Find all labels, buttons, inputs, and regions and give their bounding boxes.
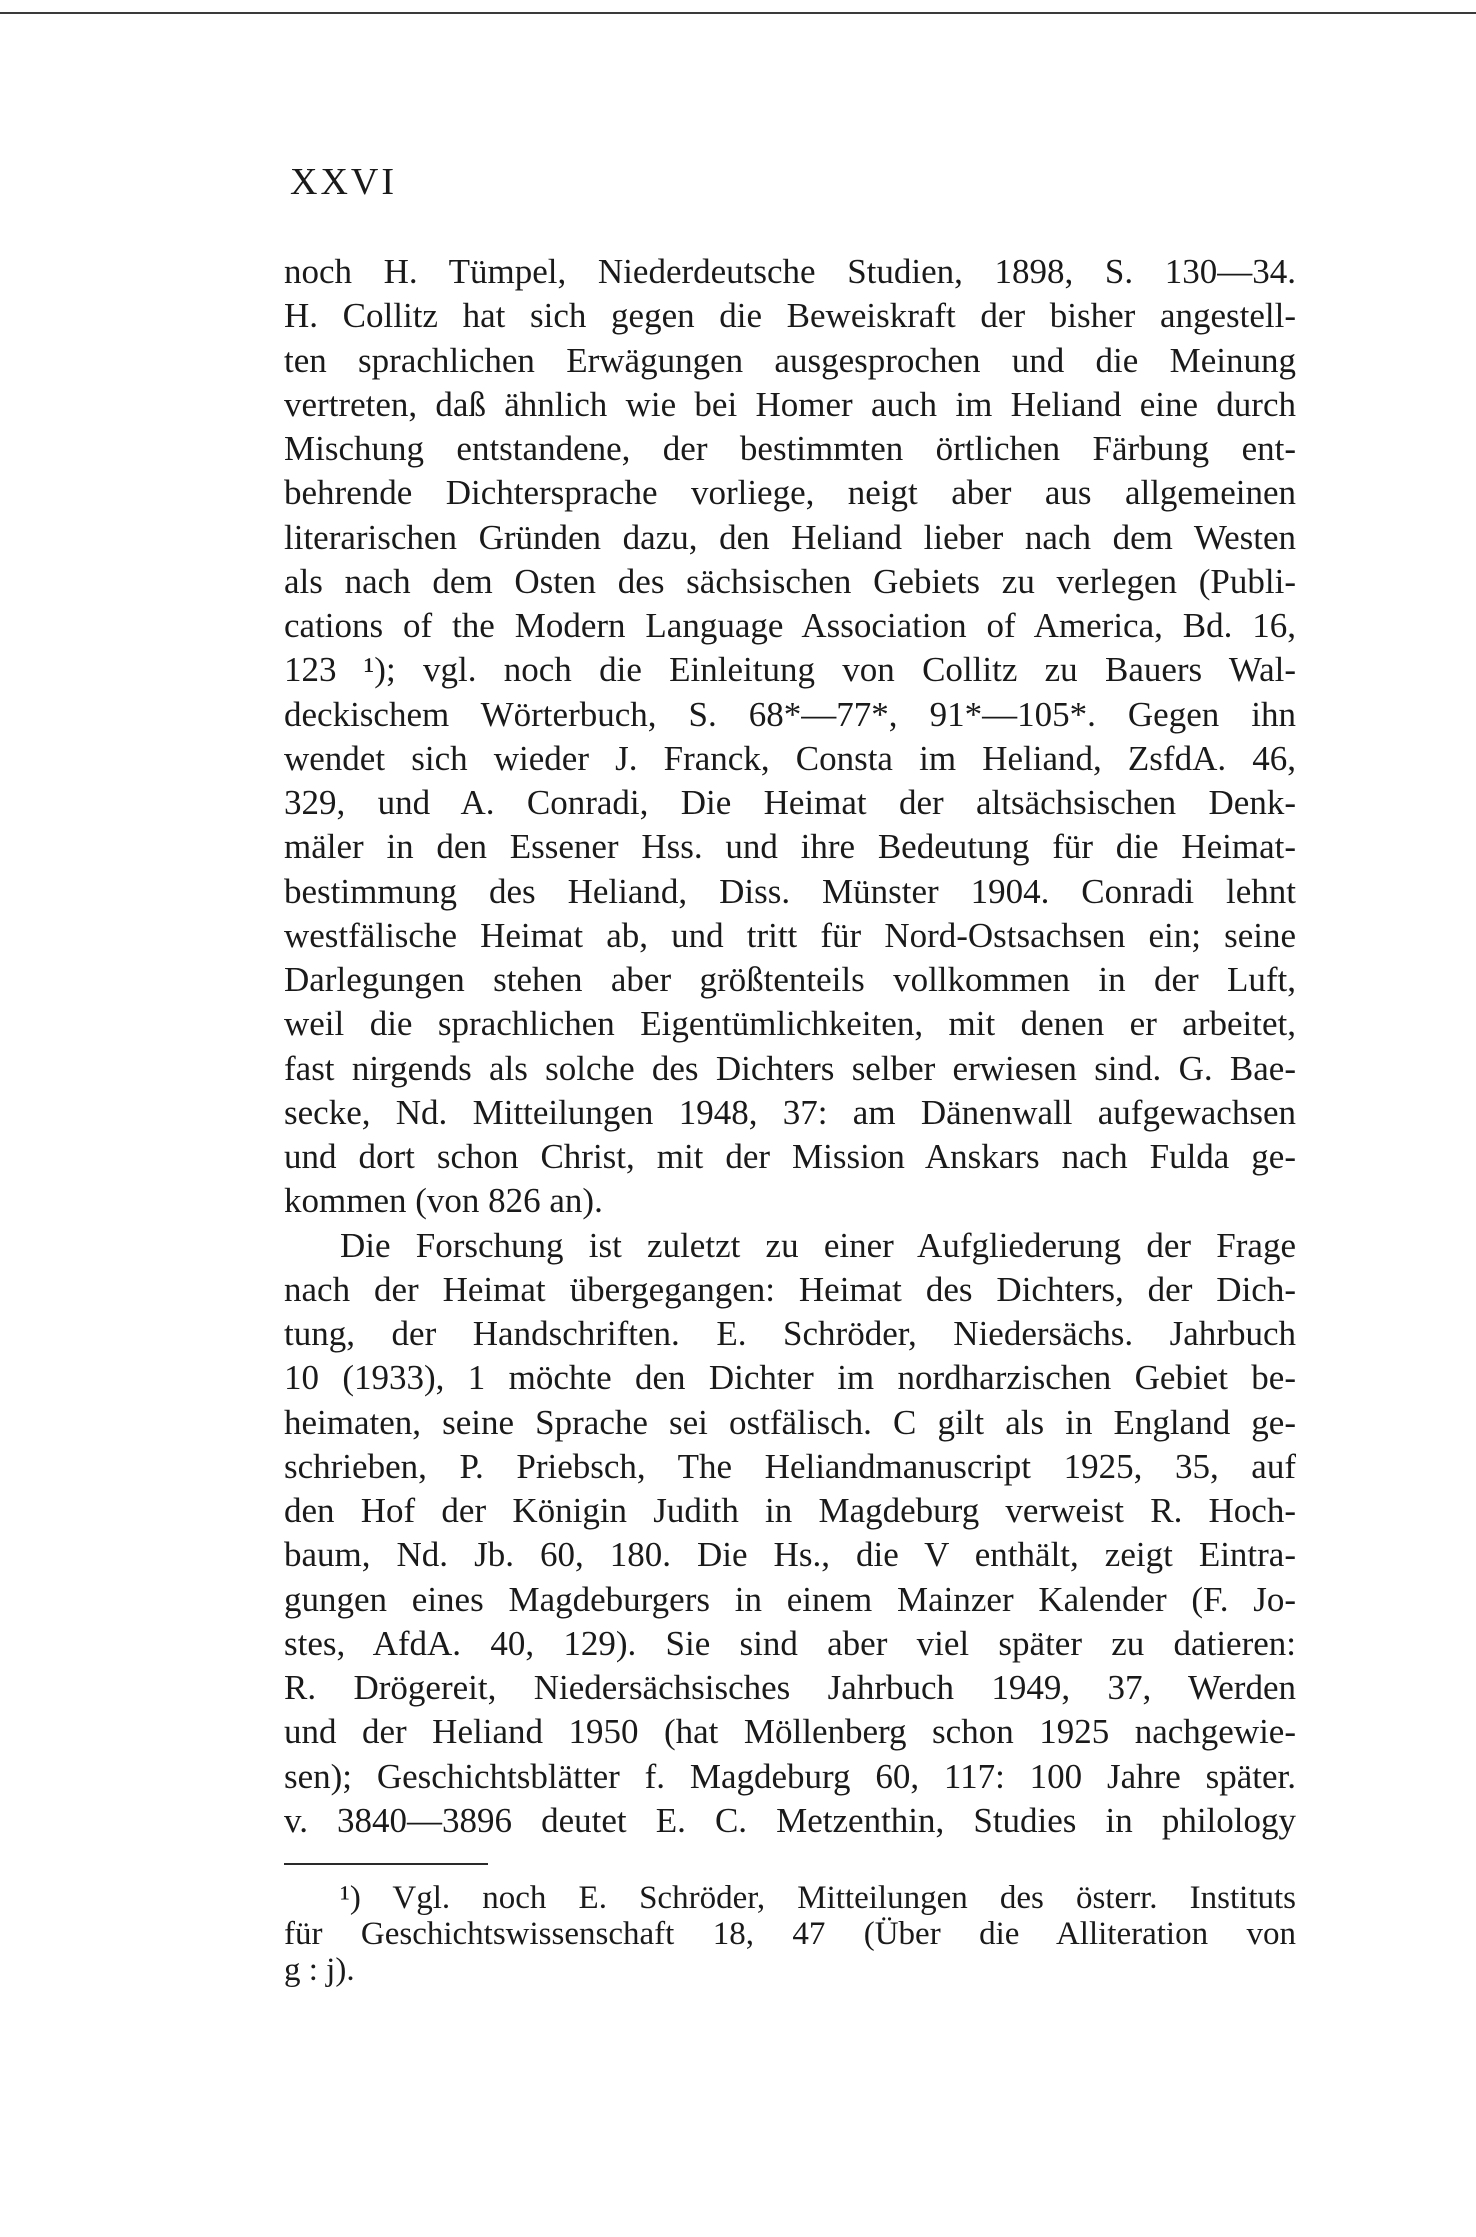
text-line: gungen eines Magdeburgers in einem Mainzer Kalender (F. Jo- [284, 1579, 1296, 1619]
page-number: XXVI [290, 161, 397, 203]
footnote-line: für Geschichtswissenschaft 18, 47 (Über die Alliteration von [284, 1916, 1296, 1952]
text-line: und dort schon Christ, mit der Mission Anskars nach Fulda ge- [284, 1137, 1296, 1176]
text-line: literarischen Gründen dazu, den Heliand lieber nach dem Westen [284, 517, 1296, 557]
paragraph-start-line: Die Forschung ist zuletzt zu einer Aufgliederung der Frage [340, 1225, 1296, 1265]
text-line: 10 (1933), 1 möchte den Dichter im nordharzischen Gebiet be- [284, 1358, 1296, 1398]
text-line: ten sprachlichen Erwägungen ausgesprochen und die Meinung [284, 340, 1296, 380]
footnote-line: g : j). [284, 1952, 355, 1988]
text-line: nach der Heimat übergegangen: Heimat des Dichters, der Dich- [284, 1269, 1296, 1309]
text-line: fast nirgends als solche des Dichters selber erwiesen sind. G. Bae- [284, 1048, 1296, 1088]
text-line: stes, AfdA. 40, 129). Sie sind aber viel später zu datieren: [284, 1623, 1296, 1663]
text-line: wendet sich wieder J. Franck, Consta im Heliand, ZsfdA. 46, [284, 738, 1296, 778]
text-line: als nach dem Osten des sächsischen Gebiets zu verlegen (Publi- [284, 561, 1296, 601]
text-line: schrieben, P. Priebsch, The Heliandmanuscript 1925, 35, auf [284, 1446, 1296, 1486]
text-line: und der Heliand 1950 (hat Möllenberg schon 1925 nachgewie- [284, 1712, 1296, 1752]
text-line: mäler in den Essener Hss. und ihre Bedeutung für die Heimat- [284, 827, 1296, 867]
text-line: westfälische Heimat ab, und tritt für Nord-Ostsachsen ein; seine [284, 915, 1296, 955]
footnote-line: ¹) Vgl. noch E. Schröder, Mitteilungen des österr. Instituts [340, 1880, 1296, 1916]
text-line: noch H. Tümpel, Niederdeutsche Studien, 1898, S. 130—34. [284, 252, 1296, 291]
text-line: v. 3840—3896 deutet E. C. Metzenthin, Studies in philology [284, 1800, 1296, 1840]
text-line: kommen (von 826 an). [284, 1181, 603, 1221]
text-line: sen); Geschichtsblätter f. Magdeburg 60, 117: 100 Jahre später. [284, 1756, 1296, 1796]
text-line: vertreten, daß ähnlich wie bei Homer auch im Heliand eine durch [284, 384, 1296, 424]
text-line: heimaten, seine Sprache sei ostfälisch. C gilt als in England ge- [284, 1402, 1296, 1442]
text-line: tung, der Handschriften. E. Schröder, Niedersächs. Jahrbuch [284, 1314, 1296, 1353]
text-line: Darlegungen stehen aber größtenteils vollkommen in der Luft, [284, 960, 1296, 999]
top-border-rule [0, 12, 1476, 14]
text-line: deckischem Wörterbuch, S. 68*—77*, 91*—105*. Gegen ihn [284, 694, 1296, 734]
text-line: secke, Nd. Mitteilungen 1948, 37: am Dänenwall aufgewachsen [284, 1092, 1296, 1132]
footnote-separator [284, 1863, 488, 1865]
text-line: den Hof der Königin Judith in Magdeburg verweist R. Hoch- [284, 1491, 1296, 1530]
text-line: behrende Dichtersprache vorliege, neigt aber aus allgemeinen [284, 473, 1296, 513]
text-line: weil die sprachlichen Eigentümlichkeiten, mit denen er arbeitet, [284, 1004, 1296, 1044]
footnotes [284, 1880, 1296, 1988]
text-line: Mischung entstandene, der bestimmten örtlichen Färbung ent- [284, 429, 1296, 468]
body-text [284, 250, 1296, 1843]
text-line: R. Drögereit, Niedersächsisches Jahrbuch 1949, 37, Werden [284, 1668, 1296, 1707]
text-line: 123 ¹); vgl. noch die Einleitung von Collitz zu Bauers Wal- [284, 650, 1296, 690]
text-line: bestimmung des Heliand, Diss. Münster 1904. Conradi lehnt [284, 871, 1296, 911]
text-line: H. Collitz hat sich gegen die Beweiskraft der bisher angestell- [284, 296, 1296, 336]
text-line: 329, und A. Conradi, Die Heimat der altsächsischen Denk- [284, 783, 1296, 822]
text-line: cations of the Modern Language Association of America, Bd. 16, [284, 606, 1296, 645]
text-line: baum, Nd. Jb. 60, 180. Die Hs., die V enthält, zeigt Eintra- [284, 1535, 1296, 1575]
